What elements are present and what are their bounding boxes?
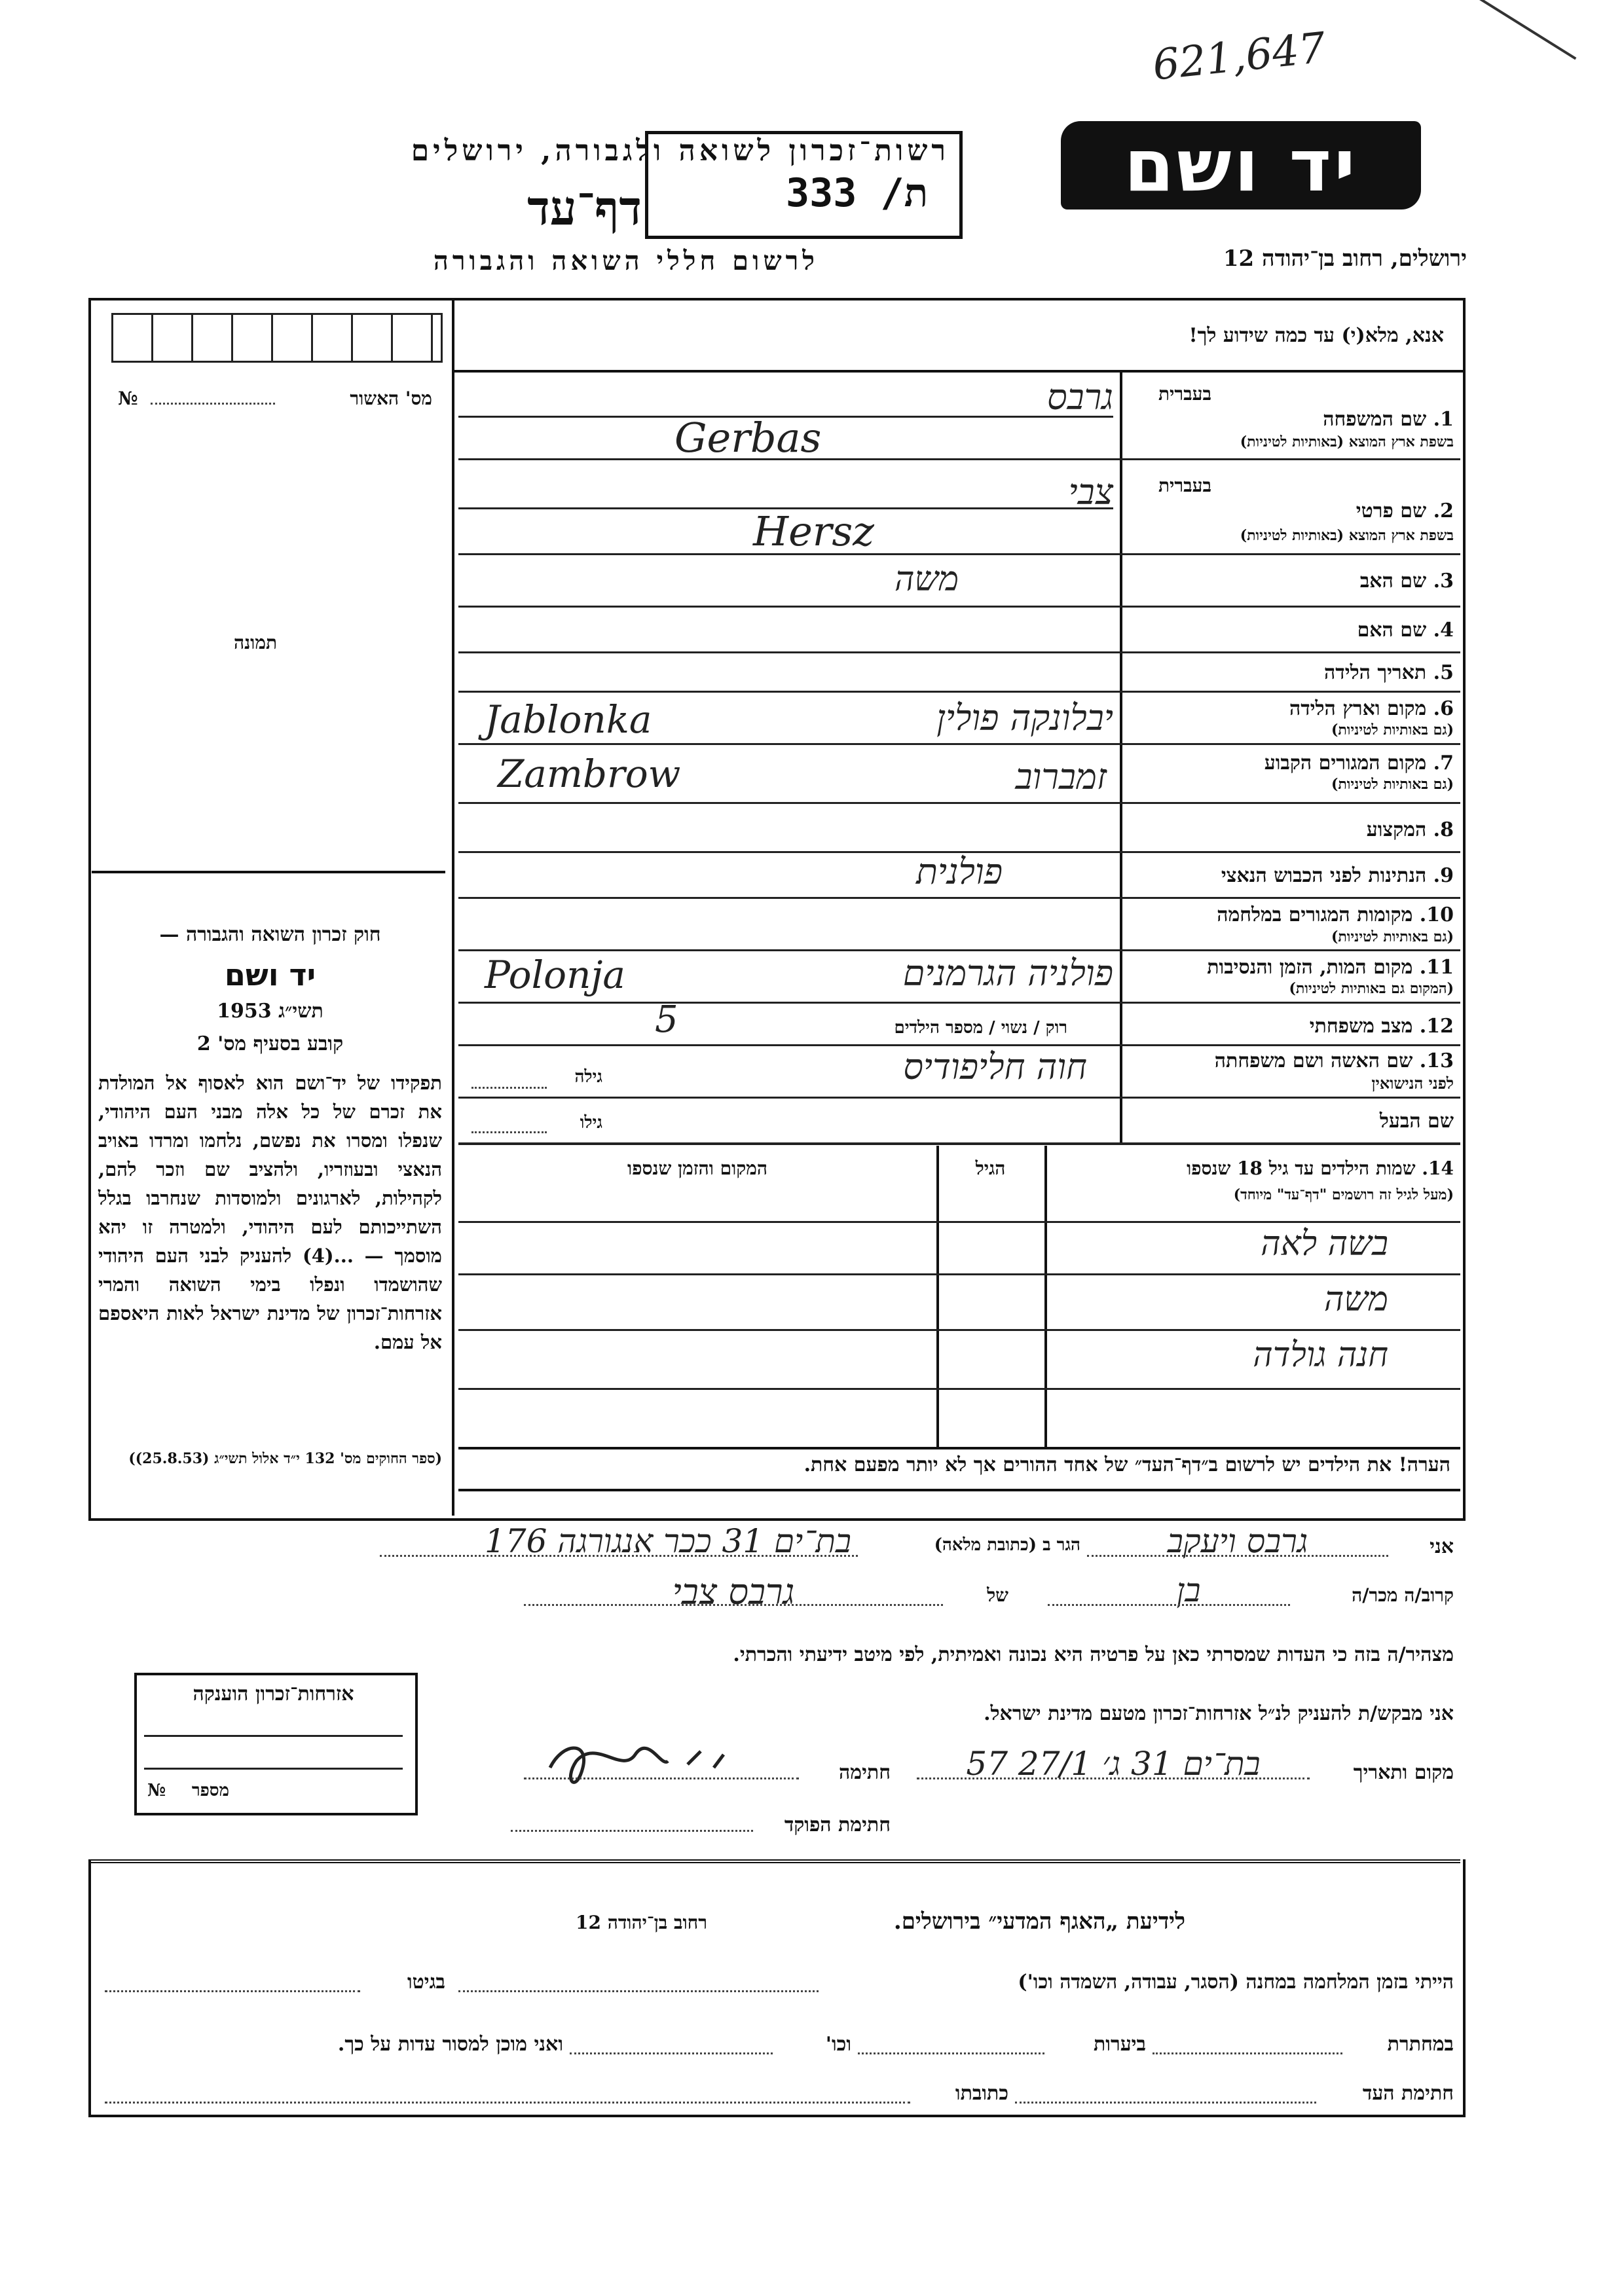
- field-6-sub2: (גם באותיות לטיניות): [1331, 721, 1454, 738]
- children-header-sep: [458, 1221, 1460, 1223]
- husband-label: שם הבעל: [1379, 1110, 1454, 1133]
- left-column-divider: [452, 298, 454, 1516]
- ready-label: ואני מוכן למסור עדות על כך.: [337, 2033, 563, 2056]
- field-10-sub2: (גם באותיות לטיניות): [1331, 928, 1454, 945]
- photo-label: תמונה: [233, 632, 278, 653]
- request: אני מבקש/ת להעניק לנ״ל אזרחות־זכרון מטעם מדינת ישראל.: [984, 1702, 1454, 1725]
- forests-line: [858, 2052, 1044, 2054]
- children-label: 14. שמות הילדים עד גיל 18 שנספו: [1187, 1157, 1454, 1179]
- row-sep-3: [458, 606, 1460, 608]
- row-sep-11: [458, 1002, 1460, 1004]
- row-sep-7: [458, 802, 1460, 804]
- place-date-line: [917, 1777, 1310, 1779]
- place-date-value: בת־ים 31 ג׳ 27/1 57: [966, 1745, 1261, 1783]
- bottom-camp-line: [458, 1990, 819, 1992]
- field-5-label: 5. תאריך הלידה: [1324, 661, 1454, 684]
- declarant-i-label: אני: [1430, 1535, 1454, 1558]
- field-13-label: 13. שם האשה ושם משפחתה: [1214, 1049, 1454, 1072]
- field-6-value-latin: Jablonka: [485, 697, 652, 742]
- field-12-label: 12. מצב משפחתי: [1309, 1015, 1454, 1038]
- citizenship-number-suffix: №: [147, 1781, 166, 1800]
- law-year: תשי״ג 1953: [217, 1000, 323, 1023]
- address-line: [105, 2102, 910, 2104]
- officer-line: [511, 1830, 753, 1832]
- field-2-sub1: בעברית: [1158, 475, 1211, 496]
- row-sep-9: [458, 897, 1460, 899]
- signature-line: [524, 1777, 799, 1779]
- field-7-sub2: (גם באותיות לטיניות): [1331, 776, 1454, 793]
- field-11-value: פולניה הגרמנים: [902, 953, 1113, 994]
- notice-divider: [452, 370, 1464, 373]
- field-6-value: יבלונקה פולין: [936, 697, 1113, 738]
- children-col-age: הגיל: [975, 1157, 1006, 1179]
- label-divider: [1120, 370, 1122, 1142]
- citizenship-line-1: [144, 1735, 403, 1737]
- children-row-sep-3: [458, 1388, 1460, 1390]
- field-1-sub1: בעברית: [1158, 383, 1211, 405]
- declarant-resides-label: הגר ב (כתובת מלאה): [934, 1535, 1080, 1555]
- address: ירושלים, רחוב בן־יהודה 12: [1223, 246, 1467, 272]
- tick-boxes: [111, 313, 443, 363]
- field-2-sub2: בשפת ארץ המוצא (באותיות לטיניות): [1240, 527, 1454, 544]
- signature: [537, 1735, 747, 1787]
- law-text: תפקידו של יד־ושם הוא לאסוף אל המולדת את זכרם של כל אלה מבני העם היהודי, שנפלו ומסרו את נפשם, נלחמו ומרדו באויב הנאצי ובעוזריו, ולהציב שם וזכר להם, לקהילות, לארגונים ולמוסדות שנחרבו בגלל השתייכותם לעם היהודי, ולמטרה זו יהא מוסמך — ...(4) להעניק לבני העם היהודי שהושמדו ונפלו בימי השואה והמרי אזרחות־זכרון של מדינת ישראל לאות היאספם אל עמם.: [98, 1072, 442, 1353]
- field-1-sub2: בשפת ארץ המוצא (באותיות לטיניות): [1240, 433, 1454, 450]
- field-9-value: פולנית: [915, 851, 1003, 892]
- ghetto-label: בגיטו: [407, 1971, 445, 1994]
- of-name: גרבס צבי: [672, 1571, 795, 1613]
- children-row-sep-1: [458, 1273, 1460, 1275]
- row-sep-2: [458, 553, 1460, 555]
- bottom-address: רחוב בן־יהודה 12: [576, 1912, 707, 1933]
- field-6-label: 6. מקום וארץ הלידה: [1289, 697, 1454, 720]
- row-sep-13: [458, 1097, 1460, 1099]
- field-1-value: גרבס: [1046, 376, 1113, 418]
- children-col-divider-2: [936, 1146, 939, 1447]
- witness-label: חתימת העד: [1362, 2082, 1454, 2105]
- forests-label: ביערות: [1093, 2033, 1146, 2056]
- field-2-value: צבי: [1068, 471, 1113, 513]
- field-7-value: זמברוב: [1015, 756, 1107, 797]
- citizenship-number-label: מספר: [191, 1781, 229, 1800]
- of-label: של: [987, 1584, 1008, 1606]
- field-8-label: 8. המקצוע: [1366, 818, 1454, 841]
- citizenship-box-title: אזרחות־זכרון הוענקה: [193, 1683, 354, 1705]
- children-col-divider-1: [1044, 1146, 1047, 1447]
- bottom-line1: הייתי בזמן המלחמה במחנה (הסגר, עבודה, השמדה וכו'): [1018, 1971, 1454, 1994]
- field-13-age-line: [471, 1087, 547, 1089]
- approval-label: מס' האשור: [350, 388, 432, 409]
- field-1-value-latin: Gerbas: [674, 414, 822, 462]
- of-name-line: [524, 1604, 943, 1606]
- field-3-value: משה: [894, 560, 959, 599]
- declarant-address-line: [380, 1555, 858, 1557]
- underground-line: [1153, 2052, 1342, 2054]
- officer-label: חתימת הפוקד: [784, 1813, 891, 1836]
- field-12-value: 5: [655, 998, 678, 1041]
- row-sep-14: [458, 1142, 1460, 1145]
- field-2-value-latin: Hersz: [753, 507, 874, 555]
- field-1-label: 1. שם המשפחה: [1323, 408, 1454, 431]
- field-13-value: חוה חליפודיס: [903, 1046, 1087, 1087]
- children-sub: (מעל לגיל זה רושמים "דף־עד" מיוחד): [1233, 1186, 1454, 1203]
- field-4-label: 4. שם האם: [1357, 619, 1454, 642]
- address-label: כתובתו: [955, 2082, 1008, 2105]
- row-sep-6: [458, 743, 1460, 745]
- corner-mark: [1475, 0, 1577, 60]
- etc-line: [570, 2052, 773, 2054]
- row-sep-10: [458, 949, 1460, 951]
- field-2-label: 2. שם פרטי: [1356, 500, 1454, 522]
- ghetto-line: [105, 1990, 360, 1992]
- underground-label: במחתרת: [1387, 2033, 1454, 2056]
- form-title: דף־עד: [527, 180, 642, 236]
- law-clause: קובע בסעיף מס' 2: [196, 1032, 344, 1055]
- witness-line: [1015, 2102, 1316, 2104]
- field-9-label: 9. הנתינות לפני הכבוש הנאצי: [1221, 864, 1454, 887]
- place-date-label: מקום ותאריך: [1353, 1761, 1454, 1784]
- husband-age-label: גילו: [580, 1113, 602, 1133]
- field-7-value-latin: Zambrow: [498, 752, 681, 796]
- field-13-age-label: גילה: [574, 1067, 602, 1087]
- relation-value: בן: [1176, 1571, 1201, 1609]
- yad-vashem-logo: [1061, 121, 1421, 210]
- children-col-place: המקום והזמן שנספו: [627, 1157, 767, 1179]
- field-13-sub2: לפני הנישואין: [1371, 1074, 1454, 1093]
- authority-name: רשות־זכרון לשואה ולגבורה, ירושלים: [411, 134, 950, 168]
- photo-frame-bottom: [92, 871, 445, 873]
- field-7-label: 7. מקום המגורים הקבוע: [1264, 752, 1454, 774]
- field-3-label: 3. שם האב: [1359, 570, 1454, 592]
- etc-label: וכו': [825, 2033, 851, 2056]
- archive-number: 621,647: [1150, 24, 1328, 90]
- declarant-name-line: [1087, 1555, 1388, 1557]
- notice: אנא, מלא(י) עד כמה שידוע לך!: [1189, 324, 1444, 347]
- bottom-title: לידיעת „האגף המדעי״ בירושלים.: [893, 1908, 1185, 1935]
- relative-label: קרוב/ה מכר/ה: [1352, 1584, 1454, 1606]
- row-sep-4: [458, 651, 1460, 653]
- relation-line: [1048, 1604, 1290, 1606]
- law-title: חוק זכרון השואה והגבורה —: [159, 923, 381, 946]
- logo-text: יד ושם: [1124, 123, 1358, 208]
- field-11-label: 11. מקום המות, הזמן והנסיבות: [1207, 956, 1454, 979]
- law-source: (ספר החוקים מס' 132 י״ד אלול תשי״ג (25.8.53)): [128, 1450, 442, 1467]
- declarant-address: בת־ים 31 ככר אנגורגה 176: [484, 1522, 851, 1560]
- field-11-sub2: (המקום גם באותיות לטיניות): [1289, 980, 1454, 997]
- declarant-name: גרבס ויעקב: [1167, 1522, 1308, 1560]
- children-row-sep-2: [458, 1329, 1460, 1331]
- signature-label: חתימה: [839, 1761, 891, 1784]
- field-10-label: 10. מקומות המגורים במלחמה: [1217, 903, 1454, 926]
- child-row-3: חנה גולדה: [1253, 1336, 1388, 1375]
- form-number: 333 /ת: [786, 170, 929, 216]
- child-row-2: משה: [1323, 1280, 1388, 1319]
- husband-age-line: [471, 1131, 547, 1133]
- law-name: יד ושם: [224, 957, 316, 993]
- approval-line: [151, 403, 275, 405]
- approval-suffix: №: [118, 388, 138, 409]
- field-11-value-latin: Polonja: [485, 953, 625, 997]
- row-sep-1: [458, 458, 1460, 460]
- remark: הערה! את הילדים יש לרשום ב״דף־העד״ של אחד ההורים אך לא יותר מפעם אחת.: [803, 1453, 1450, 1476]
- declaration: מצהיר/ה בזה כי העדות שמסרתי כאן על פרטיה היא נכונה ואמיתית, לפי מיטב ידיעתי והכרתי.: [733, 1643, 1454, 1666]
- field-12-status-options: רוק / נשוי / מספר הילדים: [894, 1018, 1067, 1038]
- row-sep-5: [458, 691, 1460, 693]
- form-subtitle: לרשום חללי השואה והגבורה: [433, 246, 819, 276]
- child-row-1: בשה לאה: [1261, 1224, 1388, 1264]
- citizenship-line-2: [144, 1768, 403, 1770]
